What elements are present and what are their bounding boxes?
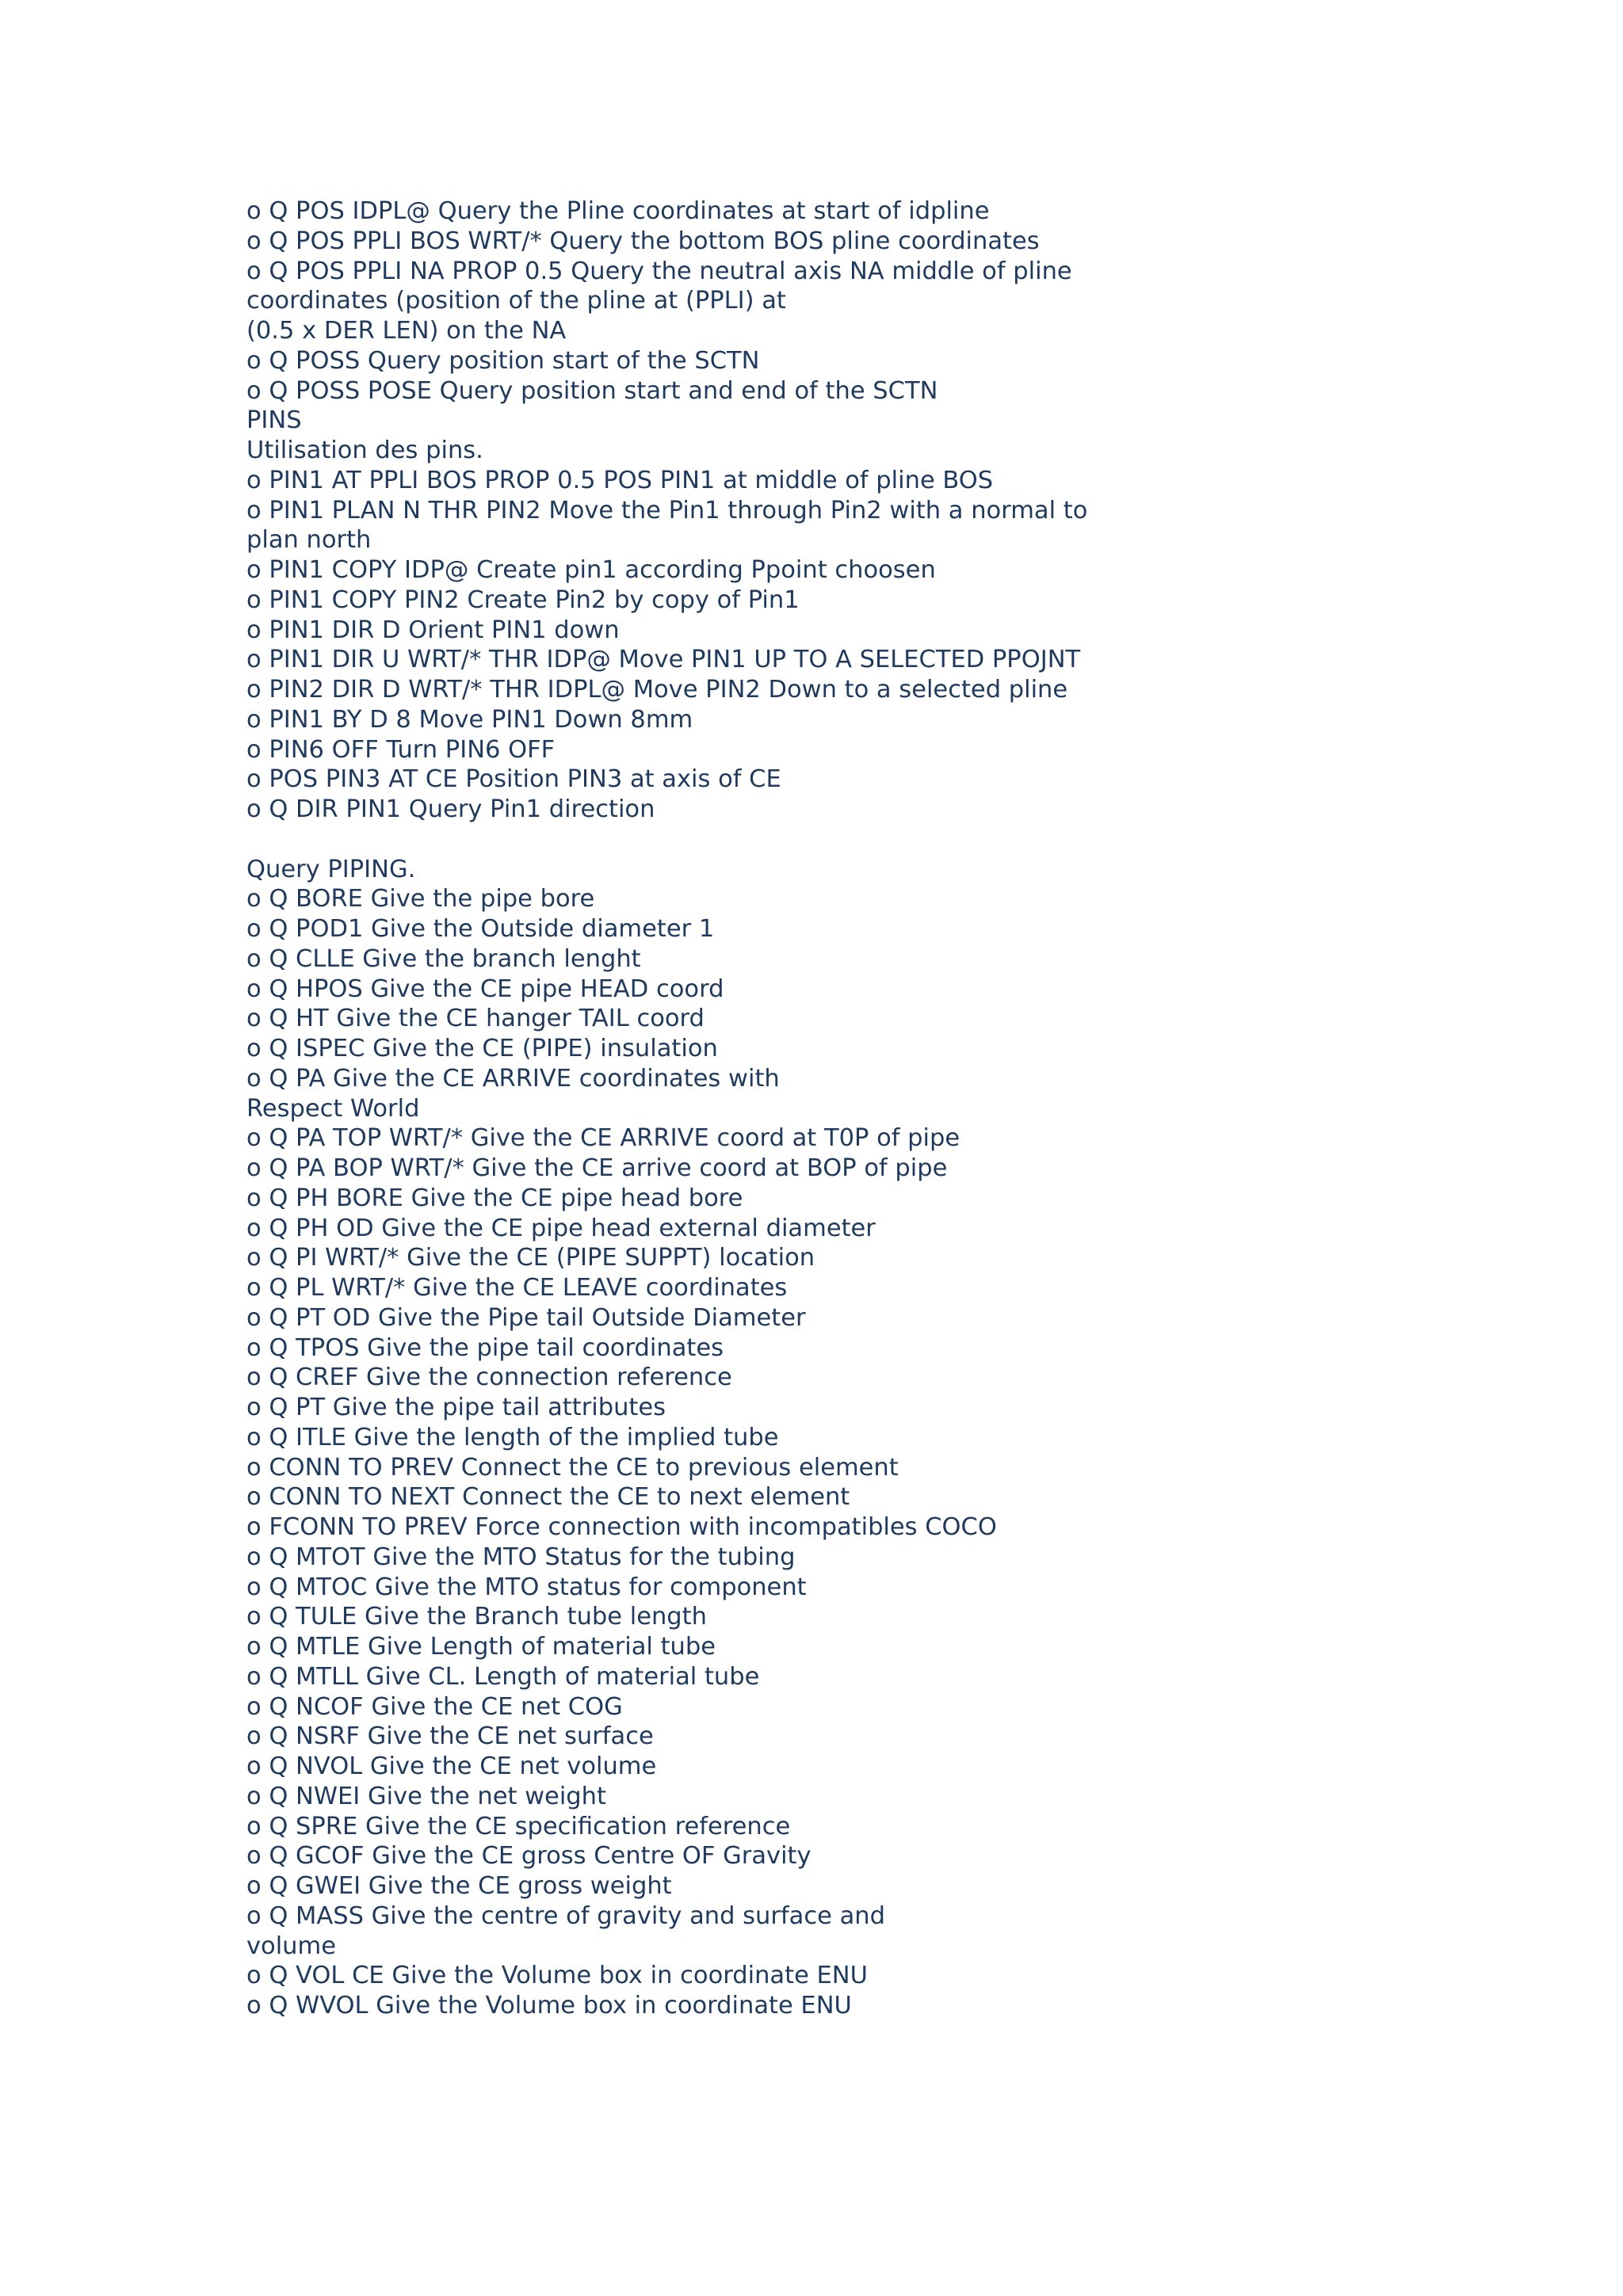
text-line: o Q TULE Give the Branch tube length xyxy=(246,1603,707,1631)
text-line: o Q ISPEC Give the CE (PIPE) insulation xyxy=(246,1035,718,1062)
text-line: o Q PA Give the CE ARRIVE coordinates with xyxy=(246,1064,780,1093)
text-line: o Q BORE Give the pipe bore xyxy=(246,885,595,913)
text-line: o Q NWEI Give the net weight xyxy=(246,1782,606,1810)
text-line: volume xyxy=(246,1932,336,1960)
text-line: o Q POD1 Give the Outside diameter 1 xyxy=(246,915,715,943)
text-line: Respect World xyxy=(246,1094,420,1123)
text-line: o FCONN TO PREV Force connection with incompatibles COCO xyxy=(246,1513,997,1541)
text-line: o Q NVOL Give the CE net volume xyxy=(246,1753,657,1780)
text-line: o Q DIR PIN1 Query Pin1 direction xyxy=(246,795,655,823)
text-line: o Q PL WRT/* Give the CE LEAVE coordinates xyxy=(246,1274,788,1302)
text-line: o Q PI WRT/* Give the CE (PIPE SUPPT) location xyxy=(246,1244,815,1272)
text-line: o Q SPRE Give the CE specification reference xyxy=(246,1812,791,1840)
text-line: o Q MTOC Give the MTO status for component xyxy=(246,1573,807,1601)
text-line: o Q PT OD Give the Pipe tail Outside Diameter xyxy=(246,1303,806,1332)
text-line: o Q GCOF Give the CE gross Centre OF Gravity xyxy=(246,1842,812,1871)
text-line: (0.5 x DER LEN) on the NA xyxy=(246,317,567,345)
text-line: o Q POSS POSE Query position start and end of the SCTN xyxy=(246,376,938,405)
text-line: o PIN1 COPY IDP@ Create pin1 according Ppoint choosen xyxy=(246,556,936,584)
text-line: o Q VOL CE Give the Volume box in coordinate ENU xyxy=(246,1962,868,1990)
text-line: o Q POS IDPL@ Query the Pline coordinates at start of idpline xyxy=(246,197,990,225)
text-line: o Q MTLL Give CL. Length of material tube xyxy=(246,1662,760,1691)
text-line: o Q HPOS Give the CE pipe HEAD coord xyxy=(246,974,724,1003)
text-line: o Q PT Give the pipe tail attributes xyxy=(246,1394,666,1421)
text-line: o Q HT Give the CE hanger TAIL coord xyxy=(246,1005,705,1033)
text-line: Utilisation des pins. xyxy=(246,437,483,464)
section-heading-pins: PINS xyxy=(246,406,302,435)
text-line: o PIN2 DIR D WRT/* THR IDPL@ Move PIN2 Down to a selected pline xyxy=(246,676,1068,704)
text-line: o Q POSS Query position start of the SCTN xyxy=(246,346,760,375)
text-line: o Q PH BORE Give the CE pipe head bore xyxy=(246,1184,743,1212)
text-line: o Q PA TOP WRT/* Give the CE ARRIVE coord at T0P of pipe xyxy=(246,1124,960,1153)
text-line: o Q PA BOP WRT/* Give the CE arrive coord at BOP of pipe xyxy=(246,1154,948,1182)
text-line: plan north xyxy=(246,526,372,555)
text-line: o Q MTOT Give the MTO Status for the tubing xyxy=(246,1543,796,1571)
blank-line xyxy=(246,825,1396,855)
text-line: o PIN1 AT PPLI BOS PROP 0.5 POS PIN1 at middle of pline BOS xyxy=(246,466,994,494)
text-line: o CONN TO PREV Connect the CE to previous element xyxy=(246,1453,899,1482)
text-line: o Q CREF Give the connection reference xyxy=(246,1363,732,1392)
text-line: o POS PIN3 AT CE Position PIN3 at axis of CE xyxy=(246,765,781,794)
text-line: o PIN6 OFF Turn PIN6 OFF xyxy=(246,735,556,764)
text-line: o PIN1 DIR D Orient PIN1 down xyxy=(246,616,620,644)
text-line: o Q TPOS Give the pipe tail coordinates xyxy=(246,1333,724,1362)
text-line: o PIN1 BY D 8 Move PIN1 Down 8mm xyxy=(246,705,693,734)
text-line: o Q GWEI Give the CE gross weight xyxy=(246,1872,672,1900)
section-heading-query-piping: Query PIPING. xyxy=(246,855,416,883)
text-line: o Q CLLE Give the branch lenght xyxy=(246,944,641,973)
text-line: o Q ITLE Give the length of the implied tube xyxy=(246,1423,779,1451)
text-line: o Q WVOL Give the Volume box in coordinate ENU xyxy=(246,1992,852,2019)
text-line: o Q NCOF Give the CE net COG xyxy=(246,1692,623,1721)
text-line: o Q NSRF Give the CE net surface xyxy=(246,1722,654,1751)
text-line: o Q MASS Give the centre of gravity and surface and xyxy=(246,1901,885,1930)
document-body xyxy=(246,196,1396,2021)
text-line: o CONN TO NEXT Connect the CE to next element xyxy=(246,1483,850,1512)
text-line: o Q MTLE Give Length of material tube xyxy=(246,1633,716,1661)
text-line: o PIN1 DIR U WRT/* THR IDP@ Move PIN1 UP TO A SELECTED PPOJNT xyxy=(246,646,1081,674)
text-line: o Q POS PPLI NA PROP 0.5 Query the neutral axis NA middle of pline xyxy=(246,257,1072,285)
text-line: o PIN1 PLAN N THR PIN2 Move the Pin1 through Pin2 with a normal to xyxy=(246,496,1088,524)
text-line: o Q PH OD Give the CE pipe head external diameter xyxy=(246,1214,876,1242)
text-line: coordinates (position of the pline at (PPLI) at xyxy=(246,287,786,315)
text-line: o PIN1 COPY PIN2 Create Pin2 by copy of Pin1 xyxy=(246,585,800,614)
text-line: o Q POS PPLI BOS WRT/* Query the bottom BOS pline coordinates xyxy=(246,227,1040,255)
